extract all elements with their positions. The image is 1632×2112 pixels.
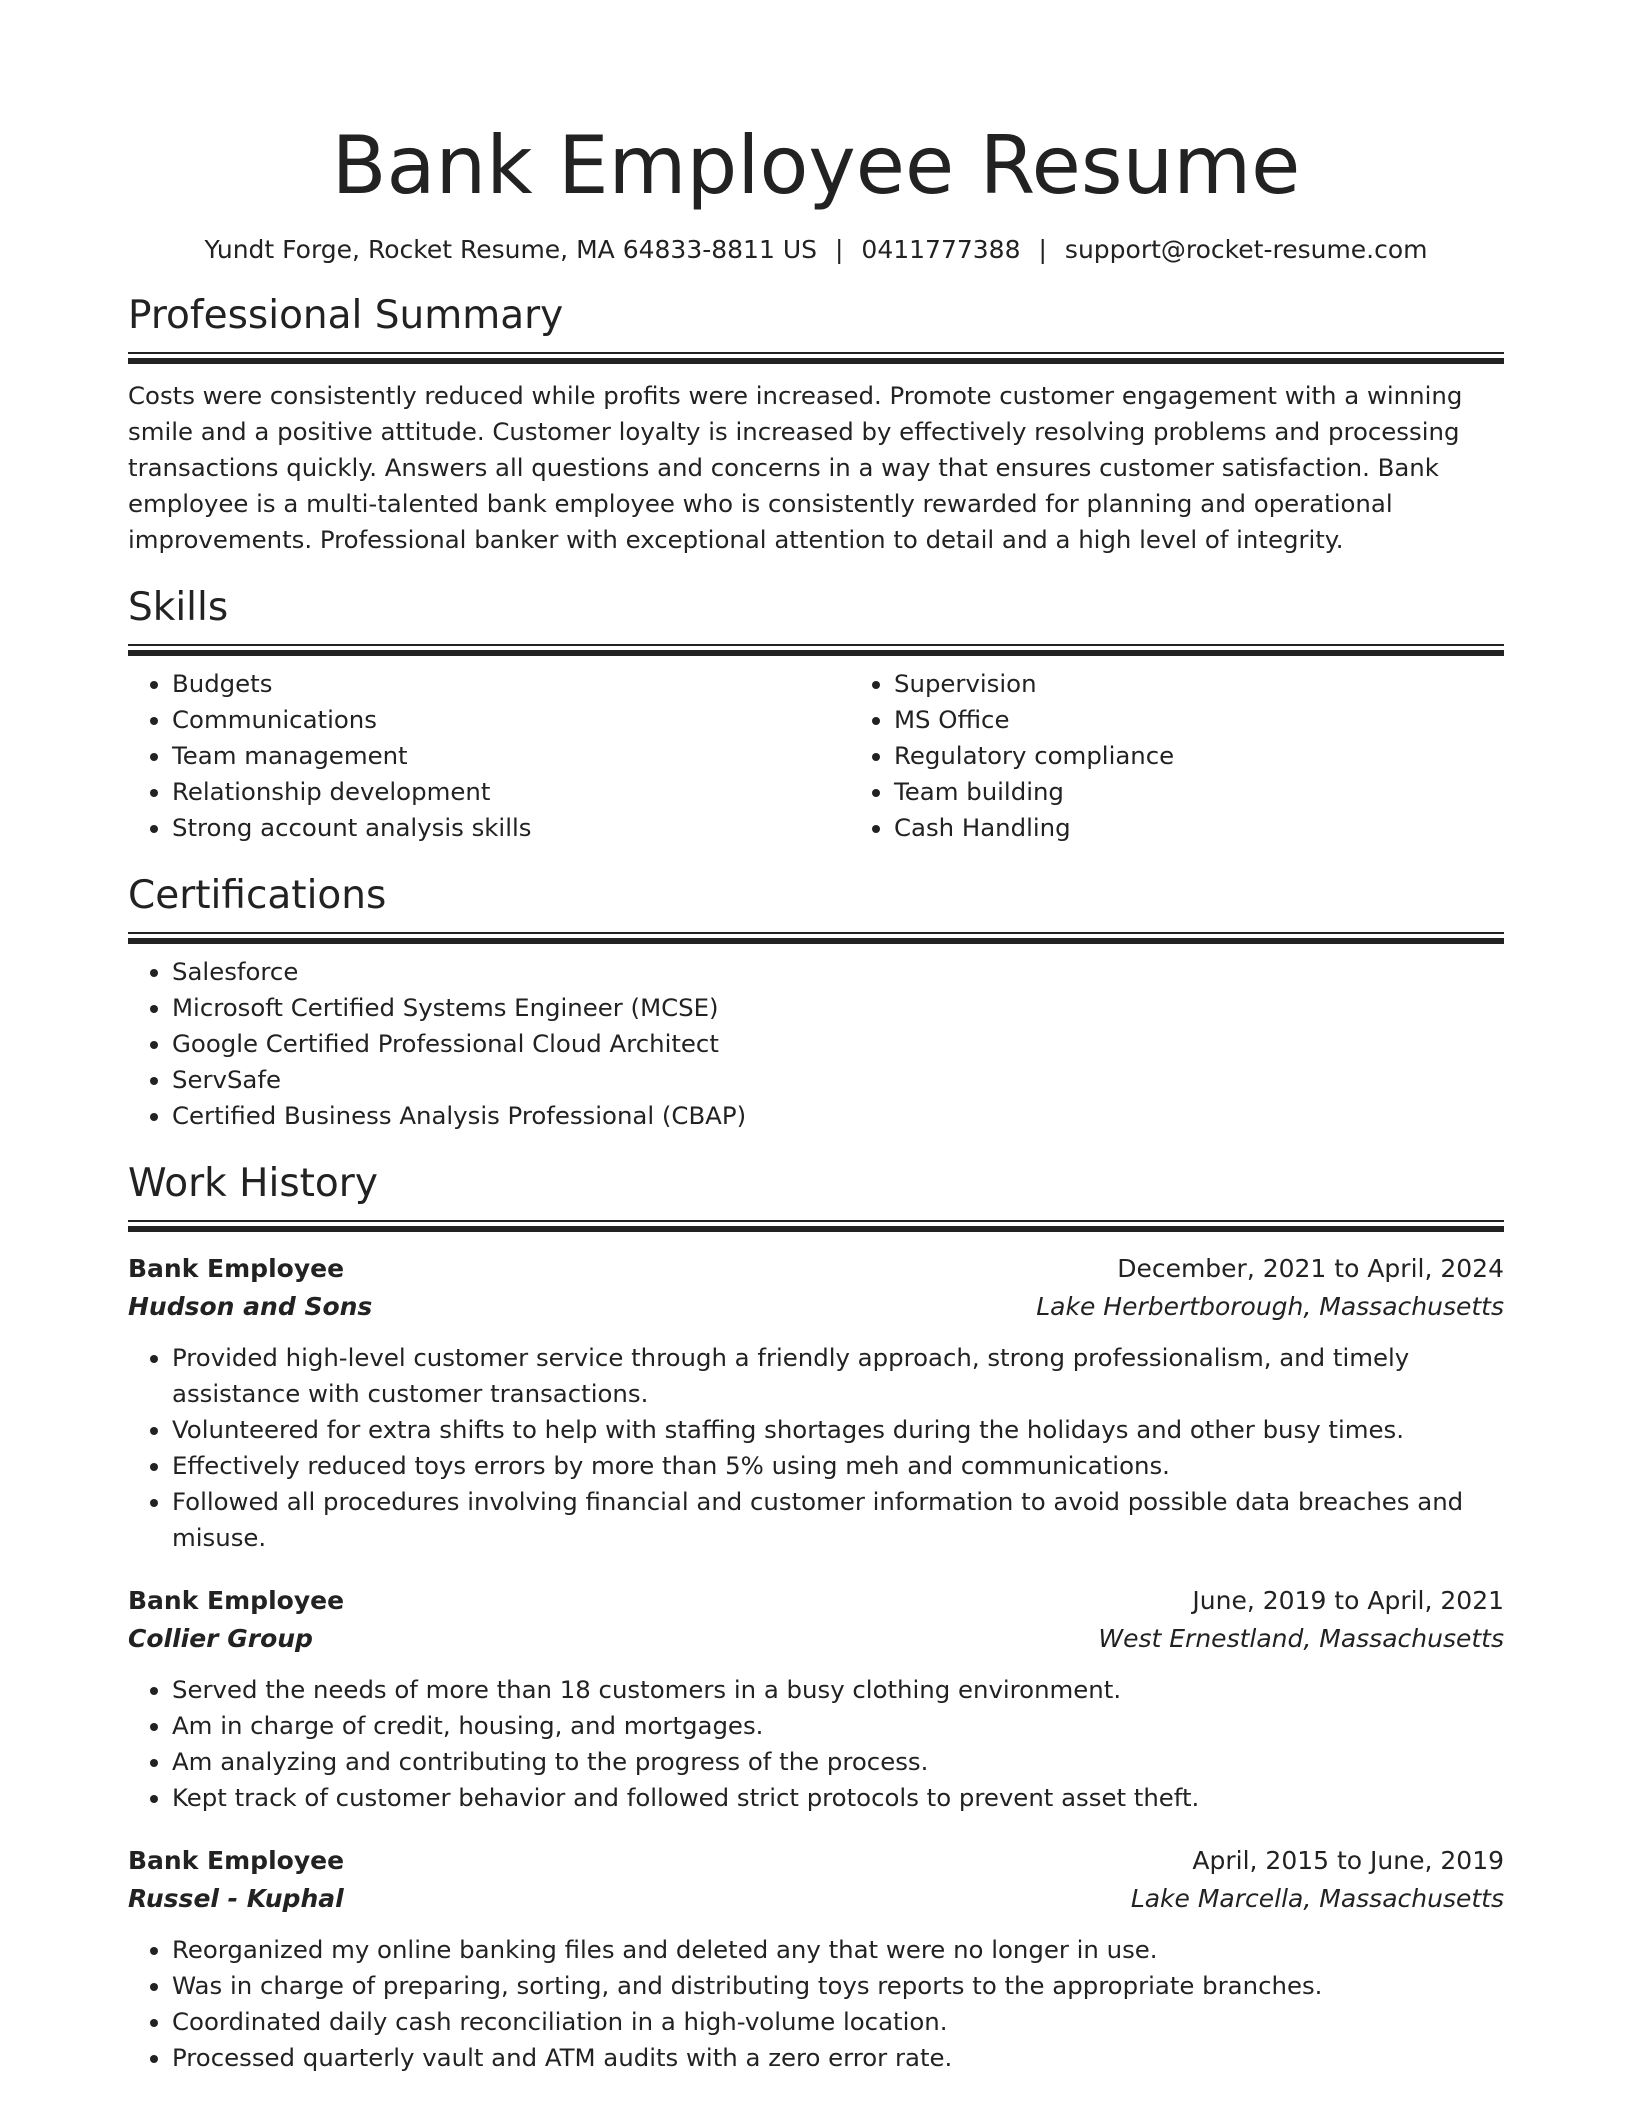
job-bullet: • Served the needs of more than 18 customers in a busy clothing environment.: [172, 1672, 1504, 1708]
job-company: Hudson and Sons: [128, 1292, 373, 1321]
certification-item: • Microsoft Certified Systems Engineer (MCSE): [172, 990, 1504, 1026]
job-company-row: [128, 1288, 1504, 1326]
resume-page: [128, 0, 1504, 2076]
job-bullet: • Was in charge of preparing, sorting, and distributing toys reports to the appropriate branches.: [172, 1968, 1504, 2004]
job-dates: December, 2021 to April, 2024: [1117, 1254, 1504, 1283]
section-heading-work-history: Work History: [128, 1161, 378, 1206]
certification-item: • ServSafe: [172, 1062, 1504, 1098]
skill-item: • Relationship development: [172, 774, 850, 810]
skills-section: [128, 584, 1504, 846]
job-bullet: • Am in charge of credit, housing, and mortgages.: [172, 1708, 1504, 1744]
skills-list-right: [850, 666, 1572, 846]
job-location: Lake Marcella, Massachusetts: [1130, 1884, 1504, 1913]
job-entry: [128, 1842, 1504, 2076]
job-title: Bank Employee: [128, 1254, 345, 1283]
job-dates: June, 2019 to April, 2021: [1192, 1586, 1504, 1615]
job-bullet: • Followed all procedures involving financial and customer information to avoid possible data breaches and misuse.: [172, 1484, 1504, 1556]
job-bullet: • Effectively reduced toys errors by more than 5% using meh and communications.: [172, 1448, 1504, 1484]
job-title: Bank Employee: [128, 1586, 345, 1615]
job-bullet: • Kept track of customer behavior and followed strict protocols to prevent asset theft.: [172, 1780, 1504, 1816]
job-bullet: • Volunteered for extra shifts to help with staffing shortages during the holidays and other busy times.: [172, 1412, 1504, 1448]
job-entry: [128, 1582, 1504, 1816]
certifications-section: [128, 872, 1504, 1134]
certification-item: • Salesforce: [172, 954, 1504, 990]
job-location: West Ernestland, Massachusetts: [1098, 1624, 1504, 1653]
job-bullets: [128, 1340, 1504, 1556]
skill-item: • Regulatory compliance: [894, 738, 1572, 774]
work-history-section: [128, 1160, 1504, 2076]
resume-title: Bank Employee Resume: [331, 119, 1301, 212]
job-bullets: [128, 1672, 1504, 1816]
job-title: Bank Employee: [128, 1846, 345, 1875]
section-divider: [128, 932, 1504, 944]
section-heading-skills: Skills: [128, 585, 229, 630]
contact-address: Yundt Forge, Rocket Resume, MA 64833-8811 US: [204, 235, 817, 264]
contact-phone: 0411777388: [861, 235, 1021, 264]
job-bullets: [128, 1932, 1504, 2076]
certifications-list: [128, 954, 1504, 1134]
skill-item: • Strong account analysis skills: [172, 810, 850, 846]
job-bullet: • Am analyzing and contributing to the progress of the process.: [172, 1744, 1504, 1780]
summary-section: [128, 292, 1504, 558]
certification-item: • Certified Business Analysis Professional (CBAP): [172, 1098, 1504, 1134]
summary-text: Costs were consistently reduced while profits were increased. Promote customer engagement with a winning smile and a positive attitude. Customer loyalty is increased by effectively resolving problems and processing transactions quickly. Answers all questions and concerns in a way that ensures customer satisfaction. Bank employee is a multi-talented bank employee who is consistently rewarded for planning and operational improvements. Professional banker with exceptional attention to detail and a high level of integrity.: [128, 381, 1463, 554]
section-divider: [128, 644, 1504, 656]
contact-separator: |: [834, 235, 844, 264]
skill-item: • Communications: [172, 702, 850, 738]
skill-item: • Supervision: [894, 666, 1572, 702]
skill-item: • Cash Handling: [894, 810, 1572, 846]
contact-separator: |: [1038, 235, 1047, 264]
job-company-row: [128, 1880, 1504, 1918]
skill-item: • Budgets: [172, 666, 850, 702]
job-header-row: [128, 1842, 1504, 1880]
job-bullet: • Coordinated daily cash reconciliation in a high-volume location.: [172, 2004, 1504, 2040]
section-divider: [128, 352, 1504, 364]
job-header-row: [128, 1250, 1504, 1288]
job-entry: [128, 1250, 1504, 1556]
job-dates: April, 2015 to June, 2019: [1192, 1846, 1504, 1875]
job-bullet: • Reorganized my online banking files and deleted any that were no longer in use.: [172, 1932, 1504, 1968]
contact-email: support@rocket-resume.com: [1064, 235, 1428, 264]
section-heading-certifications: Certifications: [128, 873, 387, 918]
skills-grid: [128, 666, 1504, 846]
skills-list-left: [128, 666, 850, 846]
contact-line: [128, 234, 1504, 266]
job-bullet: • Processed quarterly vault and ATM audits with a zero error rate.: [172, 2040, 1504, 2076]
section-heading-summary: Professional Summary: [128, 293, 564, 338]
skill-item: • MS Office: [894, 702, 1572, 738]
skill-item: • Team management: [172, 738, 850, 774]
job-company: Russel - Kuphal: [128, 1884, 344, 1913]
certification-item: • Google Certified Professional Cloud Architect: [172, 1026, 1504, 1062]
skill-item: • Team building: [894, 774, 1572, 810]
section-divider: [128, 1220, 1504, 1232]
job-company: Collier Group: [128, 1624, 313, 1653]
job-company-row: [128, 1620, 1504, 1658]
job-header-row: [128, 1582, 1504, 1620]
job-bullet: • Provided high-level customer service through a friendly approach, strong professionalism, and timely assistance with customer transactions.: [172, 1340, 1504, 1412]
job-location: Lake Herbertborough, Massachusetts: [1036, 1292, 1504, 1321]
